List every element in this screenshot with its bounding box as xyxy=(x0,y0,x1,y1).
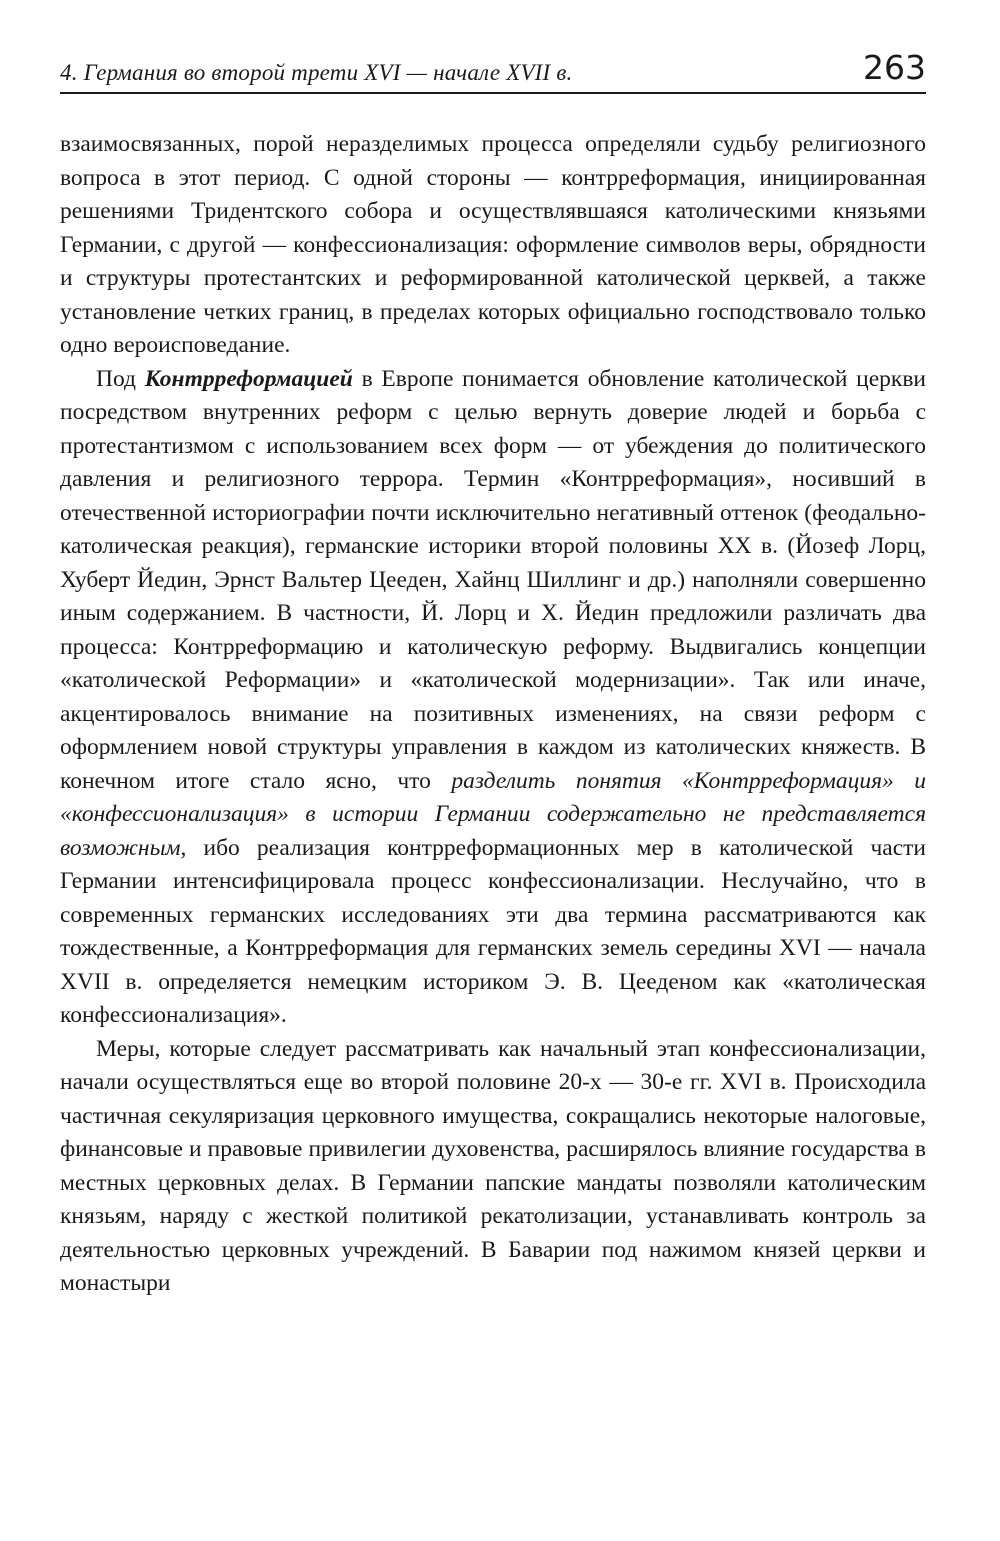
body-text xyxy=(60,128,926,1301)
paragraph-3 xyxy=(60,1033,926,1301)
paragraph-2-text-start: Под xyxy=(96,365,145,392)
paragraph-2-text-end: , ибо реализация контрреформационных мер в католической части Германии интенсифицировала процесс конфессионализации. Неслучайно, что в современных германских исследованиях эти два термина рассматриваются как тождественные, а Контрреформация для германских земель середины XVI — начала XVII в. определяется немецким историком Э. В. Цееденом как «католическая конфессионализация». xyxy=(60,834,926,1028)
paragraph-2-text-middle: в Европе понимается обновление католической церкви посредством внутренних реформ с целью вернуть доверие людей и борьба с протестантизмом с использованием всех форм — от убеждения до политического давления и религиозного террора. Термин «Контрреформация», носивший в отечественной историографии почти исключительно негативный оттенок (феодально-католическая реакция), германские историки второй половины XX в. (Йозеф Лорц, Хуберт Йедин, Эрнст Вальтер Цееден, Хайнц Шиллинг и др.) наполняли совершенно иным содержанием. В частности, Й. Лорц и Х. Йедин предложили различать два процесса: Контрреформацию и католическую реформу. Выдвигались концепции «католической Реформации» и «католической модернизации». Так или иначе, акцентировалось внимание на позитивных изменениях, на связи реформ с оформлением новой структуры управления в каждом из католических княжеств. В конечном итоге стало ясно, что xyxy=(60,365,926,794)
paragraph-3-text: Меры, которые следует рассматривать как начальный этап конфессионализации, начали осуществляться еще во второй половине 20-х — 30-е гг. XVI в. Происходила частичная секуляризация церковного имущества, сокращались некоторые налоговые, финансовые и правовые привилегии духовенства, расширялось влияние государства в местных церковных делах. В Германии папские мандаты позволяли католическим князьям, наряду с жесткой политикой рекатолизации, устанавливать контроль за деятельностью церковных учреждений. В Баварии под нажимом князей церкви и монастыри xyxy=(60,1035,926,1296)
paragraph-2 xyxy=(60,363,926,1033)
book-page xyxy=(60,38,926,1301)
emphasized-conclusion: разделить понятия «Контрреформация» и «конфессионализация» в истории Германии содержательно не представляется возможным xyxy=(60,767,926,861)
page-number: 263 xyxy=(863,48,926,87)
paragraph-1 xyxy=(60,128,926,363)
chapter-running-title: 4. Германия во второй трети XVI — начале XVII в. xyxy=(60,60,573,85)
paragraph-1-text: взаимосвязанных, порой неразделимых процесса определяли судьбу религиозного вопроса в этот период. С одной стороны — контрреформация, инициированная решениями Тридентского собора и осуществлявшаяся католическими князьями Германии, с другой — конфессионализация: оформление символов веры, обрядности и структуры протестантских и реформированной католической церквей, а также установление четких границ, в пределах которых официально господствовало только одно вероисповедание. xyxy=(60,131,926,358)
running-head xyxy=(60,38,926,94)
term-counter-reformation: Контрреформацией xyxy=(144,365,353,392)
